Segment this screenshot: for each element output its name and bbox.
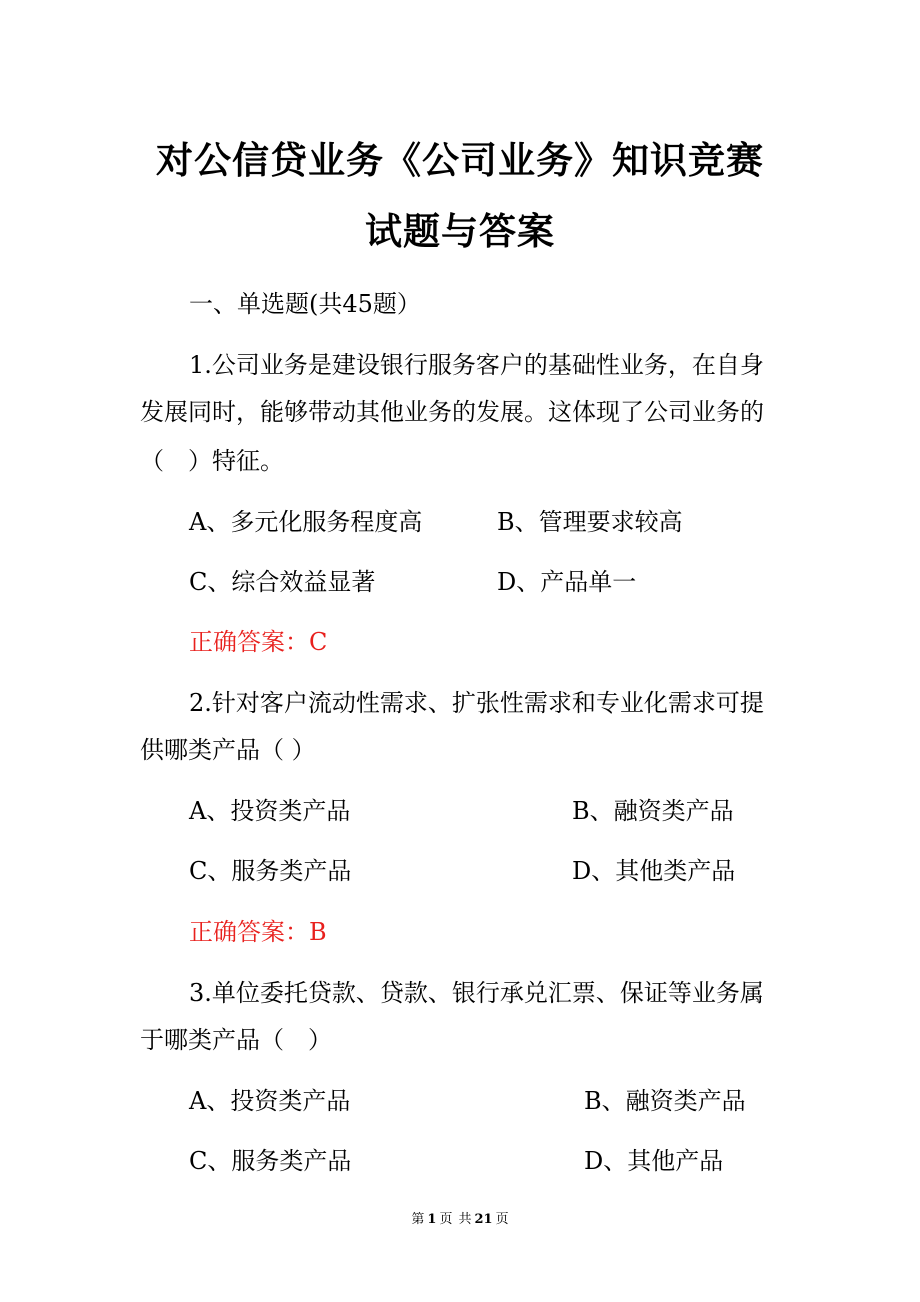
footer-current-page: 1 [427, 1212, 437, 1227]
footer-total-pages: 21 [474, 1212, 493, 1227]
question-2-answer: 正确答案：B [189, 918, 327, 946]
question-1-text-line-3: （ ）特征。 [140, 447, 284, 475]
question-3-option-b: B、融资类产品 [584, 1087, 746, 1115]
question-2-option-c: C、服务类产品 [189, 857, 352, 885]
question-2-text-line-1: 2.针对客户流动性需求、扩张性需求和专业化需求可提 [189, 689, 764, 717]
question-2-option-a: A、投资类产品 [189, 797, 351, 825]
question-3-option-c: C、服务类产品 [189, 1147, 352, 1175]
question-1-answer: 正确答案：C [189, 628, 328, 656]
document-title-line-2: 试题与答案 [365, 210, 555, 253]
page-footer [0, 1208, 920, 1227]
question-3-option-d: D、其他产品 [584, 1147, 724, 1175]
question-1-text-line-1: 1.公司业务是建设银行服务客户的基础性业务，在自身 [189, 351, 764, 379]
question-1-option-b: B、管理要求较高 [497, 508, 683, 536]
section-heading: 一、单选题(共45题） [189, 290, 421, 318]
question-2-text-line-2: 供哪类产品（ ） [140, 736, 316, 764]
question-2-option-d: D、其他类产品 [572, 857, 736, 885]
question-1-option-a: A、多元化服务程度高 [189, 508, 423, 536]
question-1-option-c: C、综合效益显著 [189, 568, 376, 596]
question-2-option-b: B、融资类产品 [572, 797, 734, 825]
footer-label-ye: 页 [439, 1212, 453, 1227]
question-3-text-line-2: 于哪类产品（ ） [140, 1026, 332, 1054]
document-title-line-1: 对公信贷业务《公司业务》知识竞赛 [156, 139, 764, 182]
footer-label-gong: 共 [458, 1212, 472, 1227]
footer-label-ye-2: 页 [495, 1212, 509, 1227]
question-1-text-line-2: 发展同时，能够带动其他业务的发展。这体现了公司业务的 [140, 398, 764, 426]
question-1-option-d: D、产品单一 [497, 568, 637, 596]
question-3-option-a: A、投资类产品 [189, 1087, 351, 1115]
question-3-text-line-1: 3.单位委托贷款、贷款、银行承兑汇票、保证等业务属 [189, 979, 764, 1007]
footer-label-di: 第 [411, 1212, 425, 1227]
